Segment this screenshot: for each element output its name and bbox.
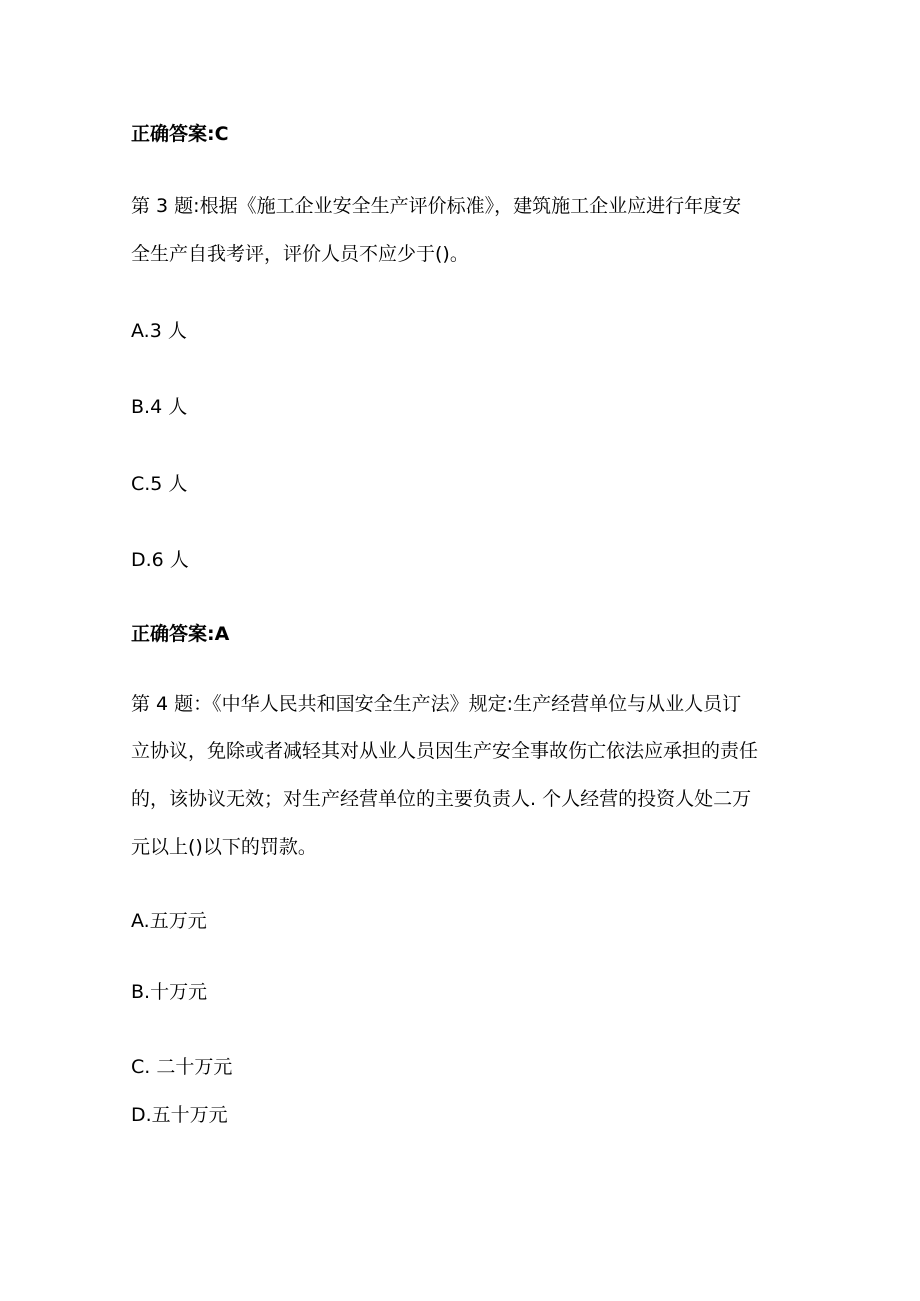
question-4-text-line-2: 立协议，免除或者减轻其对从业人员因生产安全事故伤亡依法应承担的责任 [131,740,759,762]
correct-answer-previous: 正确答案:C [131,123,229,145]
question-3-text-line-2: 全生产自我考评，评价人员不应少于()。 [131,243,469,265]
question-3-option-d: D.6 人 [131,549,189,571]
question-3-text-line-1: 第 3 题:根据《施工企业安全生产评价标准》，建筑施工企业应进行年度安 [131,195,742,217]
question-4-text-line-1: 第 4 题：《中华人民共和国安全生产法》规定:生产经营单位与从业人员订 [131,693,742,715]
question-3-option-b: B.4 人 [131,396,188,418]
question-4-option-b: B.十万元 [131,981,208,1003]
question-4-option-c: C. 二十万元 [131,1056,233,1078]
question-4-text-line-3: 的，该协议无效；对生产经营单位的主要负责人. 个人经营的投资人处二万 [131,788,752,810]
question-3-option-c: C.5 人 [131,473,188,495]
question-4-option-a: A.五万元 [131,910,207,932]
question-4-option-d: D.五十万元 [131,1104,228,1126]
question-4-text-line-4: 元以上()以下的罚款。 [131,836,317,858]
question-3-option-a: A.3 人 [131,320,187,342]
correct-answer-question-3: 正确答案:A [131,623,230,645]
